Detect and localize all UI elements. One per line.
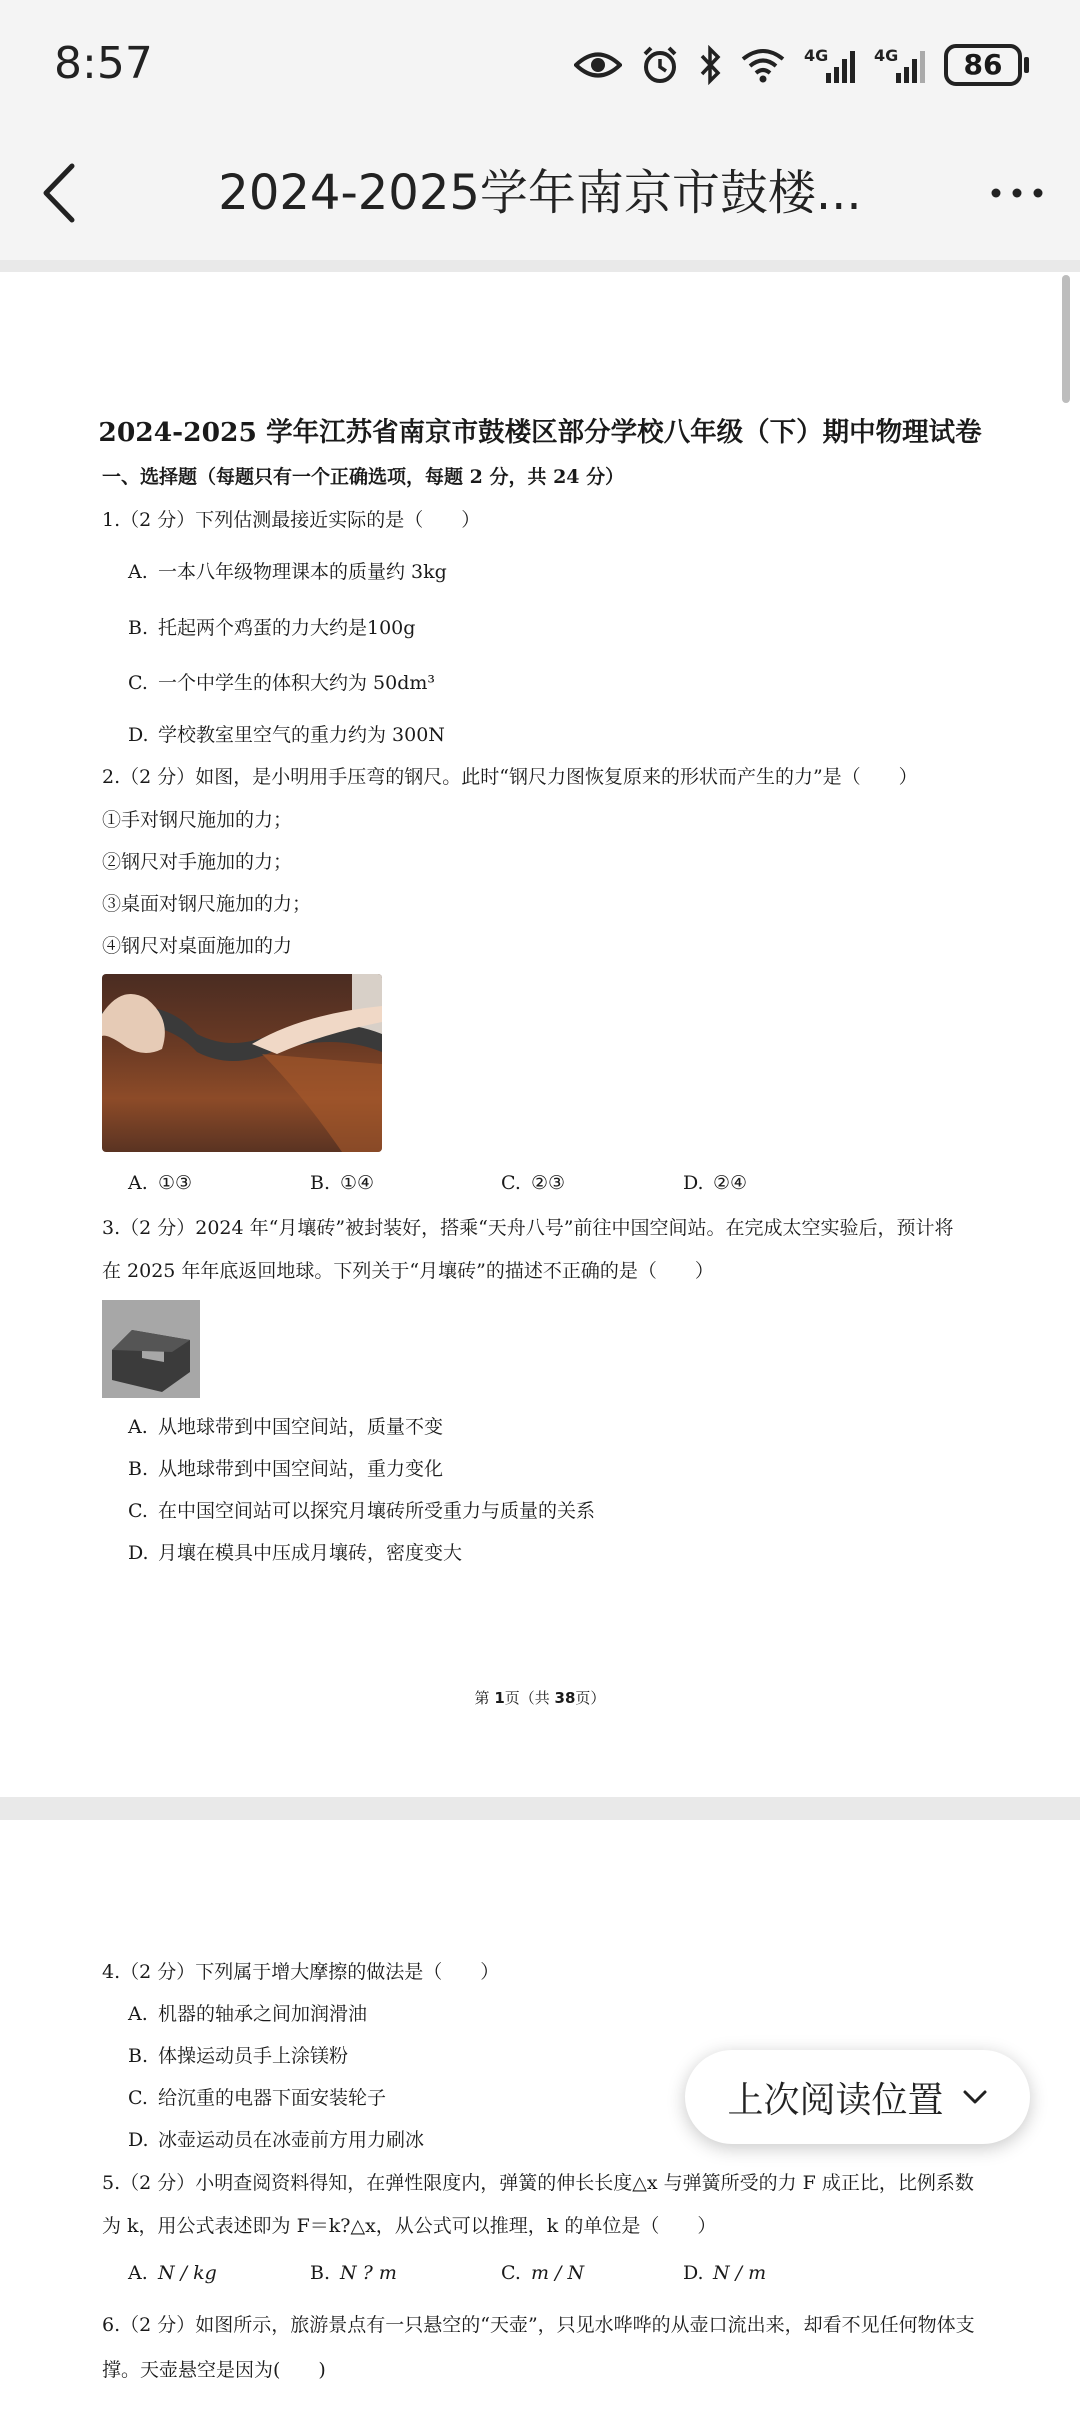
option-label: C. [128, 672, 148, 694]
eye-icon [574, 50, 622, 80]
q4-option-a[interactable] [128, 1999, 367, 2026]
option-text: ②③ [531, 1172, 566, 1194]
option-text: 学校教室里空气的重力约为 300N [158, 724, 445, 746]
q5-option-b[interactable] [310, 2262, 397, 2284]
q4-option-b[interactable] [128, 2041, 348, 2068]
option-label: A. [128, 1416, 148, 1438]
option-label: C. [501, 2262, 521, 2284]
last-read-position-button[interactable] [685, 2050, 1030, 2144]
q2-option-b[interactable] [310, 1172, 374, 1194]
document-title: 2024-2025 学年江苏省南京市鼓楼区部分学校八年级（下）期中物理试卷 [98, 417, 982, 448]
option-label: B. [310, 2262, 331, 2284]
status-icons [574, 44, 1022, 86]
q2-item-4: ④钢尺对桌面施加的力 [102, 935, 293, 957]
option-text: N / m [713, 2262, 767, 2284]
svg-text:4G: 4G [874, 46, 899, 65]
option-label: D. [128, 2129, 149, 2151]
scrollbar-thumb[interactable] [1062, 275, 1070, 403]
document-page-1 [0, 272, 1080, 1797]
option-text: 机器的轴承之间加润滑油 [158, 2003, 368, 2025]
status-bar [0, 0, 1080, 130]
option-text: ②④ [713, 1172, 748, 1194]
option-label: C. [501, 1172, 521, 1194]
option-text: ①③ [158, 1172, 193, 1194]
more-icon[interactable] [982, 158, 1052, 228]
option-text: 从地球带到中国空间站，重力变化 [158, 1458, 444, 1480]
q2-item-3: ③桌面对钢尺施加的力； [102, 893, 312, 915]
q5-option-c[interactable] [501, 2262, 584, 2284]
signal-4g-icon [804, 45, 856, 85]
alarm-icon [640, 45, 680, 85]
footer-suffix: 页） [575, 1689, 606, 1707]
option-text: N / kg [158, 2262, 217, 2284]
ruler-photo [102, 974, 382, 1152]
question-5-stem-line-2: 为 k，用公式表述即为 F＝k?△x，从公式可以推理，k 的单位是（ ） [102, 2215, 717, 2237]
option-text: 从地球带到中国空间站，质量不变 [158, 1416, 444, 1438]
footer-total-pages: 38 [554, 1689, 576, 1707]
option-label: B. [128, 2045, 149, 2067]
option-text: 一本八年级物理课本的质量约 3kg [158, 561, 447, 583]
question-5-stem-line-1: 5.（2 分）小明查阅资料得知，在弹性限度内，弹簧的伸长长度△x 与弹簧所受的力 F 成正比，比例系数 [102, 2172, 974, 2194]
q5-option-d[interactable] [683, 2262, 766, 2284]
question-1-stem: 1.（2 分）下列估测最接近实际的是（ ） [102, 509, 481, 531]
svg-text:4G: 4G [804, 46, 829, 65]
option-text: 托起两个鸡蛋的力大约是100g [158, 617, 416, 639]
battery-indicator: 86 [944, 44, 1022, 86]
option-text: 冰壶运动员在冰壶前方用力刷冰 [158, 2129, 425, 2151]
option-label: B. [310, 1172, 331, 1194]
option-text: ①④ [340, 1172, 375, 1194]
question-3-stem-line-1: 3.（2 分）2024 年“月壤砖”被封装好，搭乘“天舟八号”前往中国空间站。在完成太空实验后，预计将 [102, 1217, 954, 1239]
q2-item-2: ②钢尺对手施加的力； [102, 851, 293, 873]
option-label: B. [128, 1458, 149, 1480]
option-text: m / N [531, 2262, 585, 2284]
option-text: 体操运动员手上涂镁粉 [158, 2045, 349, 2067]
last-read-position-label: 上次阅读位置 [727, 2079, 944, 2121]
q1-option-c[interactable] [128, 668, 435, 695]
option-text: 给沉重的电器下面安装轮子 [158, 2087, 387, 2109]
option-label: D. [128, 1542, 149, 1564]
moon-brick-photo [102, 1300, 200, 1398]
question-2-stem: 2.（2 分）如图，是小明用手压弯的钢尺。此时“钢尺力图恢复原来的形状而产生的力”是（ ） [102, 766, 918, 788]
status-time: 8:57 [54, 38, 153, 89]
option-text: 在中国空间站可以探究月壤砖所受重力与质量的关系 [158, 1500, 596, 1522]
option-label: A. [128, 2003, 148, 2025]
q2-option-c[interactable] [501, 1172, 565, 1194]
footer-prefix: 第 [474, 1689, 495, 1707]
q1-option-a[interactable] [128, 557, 447, 584]
q1-option-b[interactable] [128, 613, 415, 640]
option-label: C. [128, 2087, 148, 2109]
q3-option-a[interactable] [128, 1412, 443, 1439]
option-label: D. [683, 1172, 704, 1194]
footer-page-number: 1 [494, 1689, 505, 1707]
q5-option-a[interactable] [128, 2262, 217, 2284]
q2-option-a[interactable] [128, 1172, 192, 1194]
option-text: 月壤在模具中压成月壤砖，密度变大 [158, 1542, 463, 1564]
signal-4g-icon-2 [874, 45, 926, 85]
q4-option-c[interactable] [128, 2083, 386, 2110]
option-label: D. [128, 724, 149, 746]
q2-option-d[interactable] [683, 1172, 747, 1194]
option-label: A. [128, 1172, 148, 1194]
q4-option-d[interactable] [128, 2125, 424, 2152]
q3-option-d[interactable] [128, 1538, 462, 1565]
page-title: 2024-2025学年南京市鼓楼... [218, 165, 862, 221]
q2-item-1: ①手对钢尺施加的力； [102, 809, 293, 831]
q3-option-c[interactable] [128, 1496, 595, 1523]
footer-mid: 页（共 [504, 1689, 555, 1707]
option-text: N ? m [340, 2262, 397, 2284]
option-label: D. [683, 2262, 704, 2284]
q1-option-d[interactable] [128, 720, 445, 747]
question-6-stem-line-1: 6.（2 分）如图所示，旅游景点有一只悬空的“天壶”，只见水哗哗的从壶口流出来，却看不见任何物体支 [102, 2314, 975, 2336]
option-label: A. [128, 561, 148, 583]
option-text: 一个中学生的体积大约为 50dm³ [158, 672, 436, 694]
section-heading: 一、选择题（每题只有一个正确选项，每题 2 分，共 24 分） [102, 466, 625, 488]
wifi-icon [740, 47, 786, 83]
q3-option-b[interactable] [128, 1454, 443, 1481]
chevron-down-icon [962, 2089, 988, 2105]
question-6-stem-line-2: 撑。天壶悬空是因为( ) [102, 2359, 326, 2381]
question-3-stem-line-2: 在 2025 年年底返回地球。下列关于“月壤砖”的描述不正确的是（ ） [102, 1260, 714, 1282]
question-4-stem: 4.（2 分）下列属于增大摩擦的做法是（ ） [102, 1961, 500, 1983]
page-footer [0, 1687, 1080, 1708]
option-label: B. [128, 617, 149, 639]
back-icon[interactable] [28, 158, 98, 228]
app-bar [0, 130, 1080, 260]
option-label: A. [128, 2262, 148, 2284]
bluetooth-icon [698, 45, 722, 85]
option-label: C. [128, 1500, 148, 1522]
